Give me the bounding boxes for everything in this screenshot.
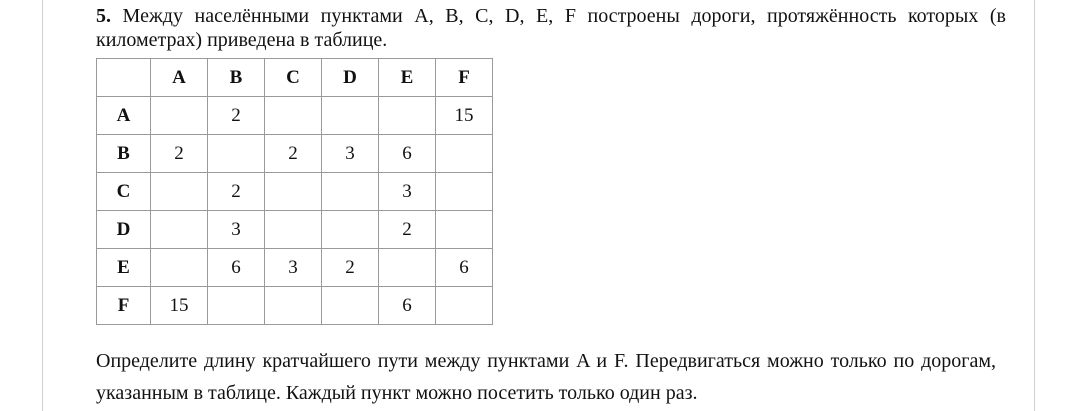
column-header: F: [436, 59, 493, 97]
page-border-right: [1034, 0, 1035, 411]
table-cell: 6: [208, 249, 265, 287]
table-cell: 2: [322, 249, 379, 287]
table-cell: [436, 135, 493, 173]
column-header: D: [322, 59, 379, 97]
table-cell: 3: [208, 211, 265, 249]
table-cell: 2: [208, 97, 265, 135]
row-header: F: [97, 287, 151, 325]
table-cell: [322, 211, 379, 249]
table-cell: [265, 173, 322, 211]
row-header: D: [97, 211, 151, 249]
table-cell: 2: [265, 135, 322, 173]
table-row: [97, 135, 493, 173]
table-cell: 6: [436, 249, 493, 287]
table-corner-cell: [97, 59, 151, 97]
table-row: [97, 173, 493, 211]
table-cell: [151, 97, 208, 135]
question-body: Между населёнными пунктами A, B, C, D, E, F построены дороги, протяжённость которых (в километрах) приведена в таблице.: [96, 5, 1006, 51]
table-cell: [379, 97, 436, 135]
table-cell: [322, 287, 379, 325]
table-row: [97, 97, 493, 135]
table-row: [97, 249, 493, 287]
table-cell: [151, 173, 208, 211]
table-cell: 6: [379, 287, 436, 325]
table-cell: [265, 97, 322, 135]
table-cell: [265, 287, 322, 325]
table-cell: [151, 249, 208, 287]
table-cell: [151, 211, 208, 249]
row-header: C: [97, 173, 151, 211]
column-header: B: [208, 59, 265, 97]
table-cell: 3: [322, 135, 379, 173]
table-row: [97, 287, 493, 325]
table-cell: 15: [436, 97, 493, 135]
table-cell: 6: [379, 135, 436, 173]
table-cell: [436, 287, 493, 325]
table-cell: [265, 211, 322, 249]
column-header: E: [379, 59, 436, 97]
table-cell: [208, 135, 265, 173]
table-cell: [436, 211, 493, 249]
row-header: A: [97, 97, 151, 135]
column-header: A: [151, 59, 208, 97]
task-text: Определите длину кратчайшего пути между пунктами A и F. Передвигаться можно только по дорогам, указанным в таблице. Каждый пункт можно посетить только один раз.: [96, 350, 996, 404]
table-cell: [208, 287, 265, 325]
table-cell: [322, 97, 379, 135]
question-number: 5.: [96, 5, 111, 27]
row-header: B: [97, 135, 151, 173]
question-text: [96, 4, 1006, 52]
table-cell: 3: [265, 249, 322, 287]
table-row: [97, 211, 493, 249]
table-cell: [436, 173, 493, 211]
table-cell: 2: [208, 173, 265, 211]
table-cell: [379, 249, 436, 287]
row-header: E: [97, 249, 151, 287]
table-header-row: [97, 59, 493, 97]
table-cell: 2: [151, 135, 208, 173]
table-cell: 2: [379, 211, 436, 249]
table-cell: [322, 173, 379, 211]
table-cell: 15: [151, 287, 208, 325]
distance-table: [96, 58, 493, 325]
table-cell: 3: [379, 173, 436, 211]
column-header: C: [265, 59, 322, 97]
page-border-left: [42, 0, 43, 411]
